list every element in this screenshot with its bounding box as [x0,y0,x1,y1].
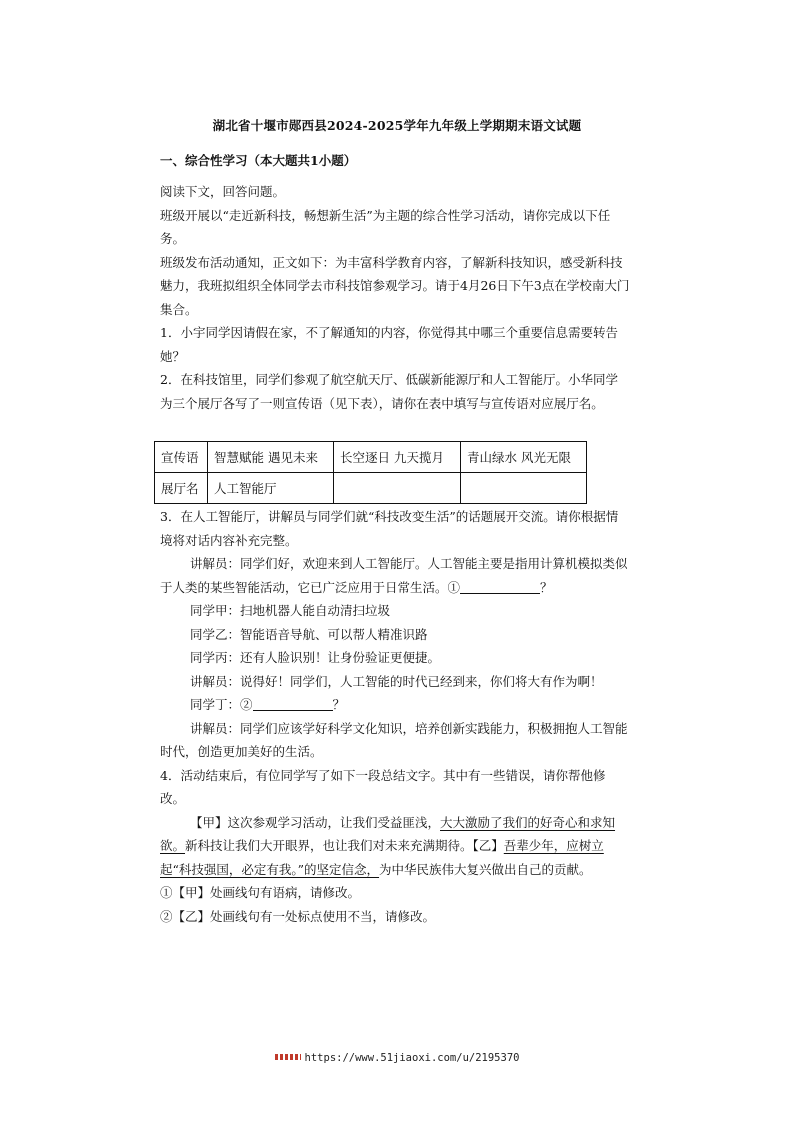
dialog-line: 同学丙：还有人脸识别！让身份验证更便捷。 [190,650,441,665]
dialog-text: 同学丁：② [190,697,253,712]
summary-paragraph [160,811,630,882]
answer-blank-1[interactable] [460,579,540,594]
dialog-line: 讲解员：同学们应该学好科学文化知识，培养创新实践能力，积极拥抱人工智能时代，创造更加美好的生活。 [160,720,628,759]
sub-question-2: ②【乙】处画线句有一处标点使用不当，请修改。 [160,908,436,924]
summary-text: 新科技让我们大开眼界，也让我们对未来充满期待。【乙】 [185,838,504,853]
intro-block [160,180,630,415]
dialog-line [160,693,630,717]
page-title: 湖北省十堰市郧西县2024-2025学年九年级上学期期末语文试题 [212,118,582,133]
summary-text: 【甲】这次参观学习活动，让我们受益匪浅， [190,814,441,830]
table-cell: 人工智能厅 [208,473,334,504]
dialog-line [160,552,630,599]
notice-paragraph: 班级发布活动通知，正文如下：为丰富科学教育内容，了解新科技知识，感受新科技魅力，我班拟组织全体同学去市科技馆参观学习。请于4月26日下午3点在学校南大门集合。 [160,254,630,317]
table-cell: 智慧赋能 遇见未来 [208,442,334,473]
table-row [155,442,587,473]
dialog-line: 讲解员：说得好！同学们，人工智能的时代已经到来，你们将大有作为啊！ [190,673,603,689]
dialog-text: ？ [332,697,346,712]
slogan-table [154,441,587,504]
question-3: 3．在人工智能厅，讲解员与同学们就“科技改变生活”的话题展开交流。请你根据情境将对话内容补充完整。 [160,509,619,548]
question-1: 1．小宇同学因请假在家，不了解通知的内容，你觉得其中哪三个重要信息需要转告她？ [160,325,618,364]
table-cell: 青山绿水 风光无限 [461,442,587,473]
question-4: 4．活动结束后，有位同学写了如下一段总结文字。其中有一些错误，请你帮他修改。 [160,767,606,806]
table-cell: 展厅名 [155,473,208,504]
summary-text: 为中华民族伟大复兴做出自己的贡献。 [379,861,592,877]
intro-paragraph: 班级开展以“走近新科技，畅想新生活”为主题的综合性学习活动，请你完成以下任务。 [160,207,611,246]
footer-link[interactable]: https://www.51jiaoxi.com/u/2195370 [304,1052,520,1064]
site-logo-icon [275,1054,301,1060]
table-cell[interactable] [334,473,461,504]
question-2: 2．在科技馆里，同学们参观了航空航天厅、低碳新能源厅和人工智能厅。小华同学为三个展厅各写了一则宣传语（见下表），请你在表中填写与宣传语对应展厅名。 [160,372,618,411]
underlined-sentence-b: 吾辈少年，应树立起“科技强国，必定有我。”的坚定信念， [160,838,604,877]
intro-line: 阅读下文，回答问题。 [160,184,286,199]
table-cell[interactable] [461,473,587,504]
table-cell: 长空逐日 九天揽月 [334,442,461,473]
dialog-line: 同学甲：扫地机器人能自动清扫垃圾 [190,603,391,618]
section-heading: 一、综合性学习（本大题共1小题） [160,153,357,168]
dialog-text: ？ [540,579,553,595]
dialog-text: 讲解员：同学们好，欢迎来到人工智能厅。人工智能主要是指用计算机模拟类似于人类的某些智能活动，它已广泛应用于日常生活。① [160,556,628,595]
dialog-line: 同学乙：智能语音导航、可以帮人精准识路 [190,626,428,642]
answer-blank-2[interactable] [253,696,333,711]
sub-question-1: ①【甲】处画线句有语病，请修改。 [160,885,361,900]
underlined-sentence-a: 大大激励了我们的好奇心和求知欲。 [160,814,616,853]
table-cell: 宣传语 [155,442,208,473]
table-row [155,473,587,504]
footer-watermark [0,1052,794,1064]
dialog-block [160,505,630,928]
